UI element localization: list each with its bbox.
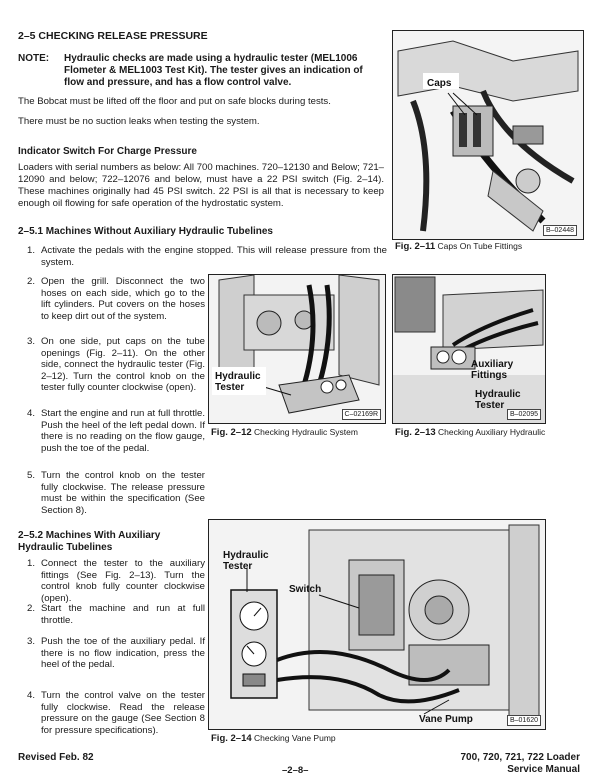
sub1-step-1: 1. Activate the pedals with the engine stopped. This will release pressure from the system. (27, 245, 387, 268)
fig-2-12-caption: Fig. 2–12 Checking Hydraulic System (211, 427, 358, 438)
fig-2-12-code: C–02169R (342, 409, 381, 420)
footer-page: –2–8– (282, 765, 309, 776)
section-title: 2–5 CHECKING RELEASE PRESSURE (18, 30, 208, 42)
caps-illustration (393, 31, 583, 239)
fig-2-12-tester-label: Hydraulic Tester (215, 371, 261, 393)
indicator-heading: Indicator Switch For Charge Pressure (18, 146, 197, 157)
fig-2-13-caption: Fig. 2–13 Checking Auxiliary Hydraulic (395, 427, 546, 438)
vane-pump-illustration (209, 520, 545, 729)
para-lift: The Bobcat must be lifted off the floor and put on safe blocks during tests. (18, 96, 331, 107)
sub1-step-4: 4. Start the engine and run at full throttle. Push the heel of the left pedal down. If there is no reading on the flow gauge, push the toe of the pedal. (27, 408, 205, 454)
sub1-step-5: 5. Turn the control knob on the tester fully clockwise. The release pressure must be within the specification (See Section 8). (27, 470, 205, 516)
figure-2-13 (392, 274, 546, 424)
fig-2-14-switch-label: Switch (289, 584, 322, 595)
sub2-step-4: 4. Turn the control valve on the tester fully clockwise. Read the release pressure on the gauge (See Section 8 for pressure specifications). (27, 690, 205, 736)
fig-2-14-caption: Fig. 2–14 Checking Vane Pump (211, 733, 336, 744)
footer-revised: Revised Feb. 82 (18, 752, 94, 763)
hydraulic-system-illustration (209, 275, 385, 423)
fig-2-14-vane-label: Vane Pump (419, 714, 473, 725)
sub1-step-2: 2. Open the grill. Disconnect the two hoses on each side, which go to the lift cylinders. Put covers on the hoses to keep dirt out of the system. (27, 276, 205, 322)
auxiliary-hydraulic-illustration (393, 275, 545, 423)
sub2-step-1: 1. Connect the tester to the auxiliary fittings (See Fig. 2–13). Turn the control knob fully counter clockwise (open). (27, 558, 205, 604)
footer-model: 700, 720, 721, 722 Loader (460, 752, 580, 763)
figure-2-11 (392, 30, 584, 240)
note-text: Hydraulic checks are made using a hydraulic tester (MEL1006 Flometer & MEL1003 Test Kit). The tester gives an indication of flow and pressure, and has a flow control valve. (64, 53, 363, 88)
sub1-heading: 2–5.1 Machines Without Auxiliary Hydraulic Tubelines (18, 226, 273, 237)
sub2-step-3: 3. Push the toe of the auxiliary pedal. If there is no flow indication, press the heel of the pedal. (27, 636, 205, 671)
sub2-heading: 2–5.2 Machines With Auxiliary Hydraulic Tubelines (18, 530, 161, 553)
indicator-text: Loaders with serial numbers as below: All 700 machines. 720–12130 and Below; 721–12090 and below; 722–12076 and below, must have a 22 PSI switch (Fig. 2–14). These machines originally had 45 PSI switch. 22 PSI is all that is necessary to keep enough oil flowing for safe operation of the hydrostatic system. (18, 162, 384, 209)
footer-manual: Service Manual (507, 764, 580, 775)
fig-2-13-tester-label: Hydraulic Tester (475, 389, 521, 411)
fig-2-13-code: B–02095 (507, 409, 541, 420)
sub2-step-2: 2. Start the machine and run at full throttle. (27, 603, 205, 626)
figure-2-12 (208, 274, 386, 424)
sub1-step-3: 3. On one side, put caps on the tube openings (Fig. 2–11). On the other side, connect the hydraulic tester (Fig. 2–12). Turn the control knob on the tester fully counter clockwise (open). (27, 336, 205, 394)
fig-2-13-aux-label: Auxiliary Fittings (471, 359, 514, 381)
note-label: NOTE: (18, 53, 50, 64)
fig-2-14-tester-label: Hydraulic Tester (223, 550, 269, 572)
figure-2-14 (208, 519, 546, 730)
caps-label: Caps (427, 78, 452, 89)
fig-2-14-code: B–01620 (507, 715, 541, 726)
para-suction: There must be no suction leaks when testing the system. (18, 116, 260, 127)
fig-2-11-caption: Fig. 2–11 Caps On Tube Fittings (395, 241, 523, 252)
fig-2-11-code: B–02448 (543, 225, 577, 236)
